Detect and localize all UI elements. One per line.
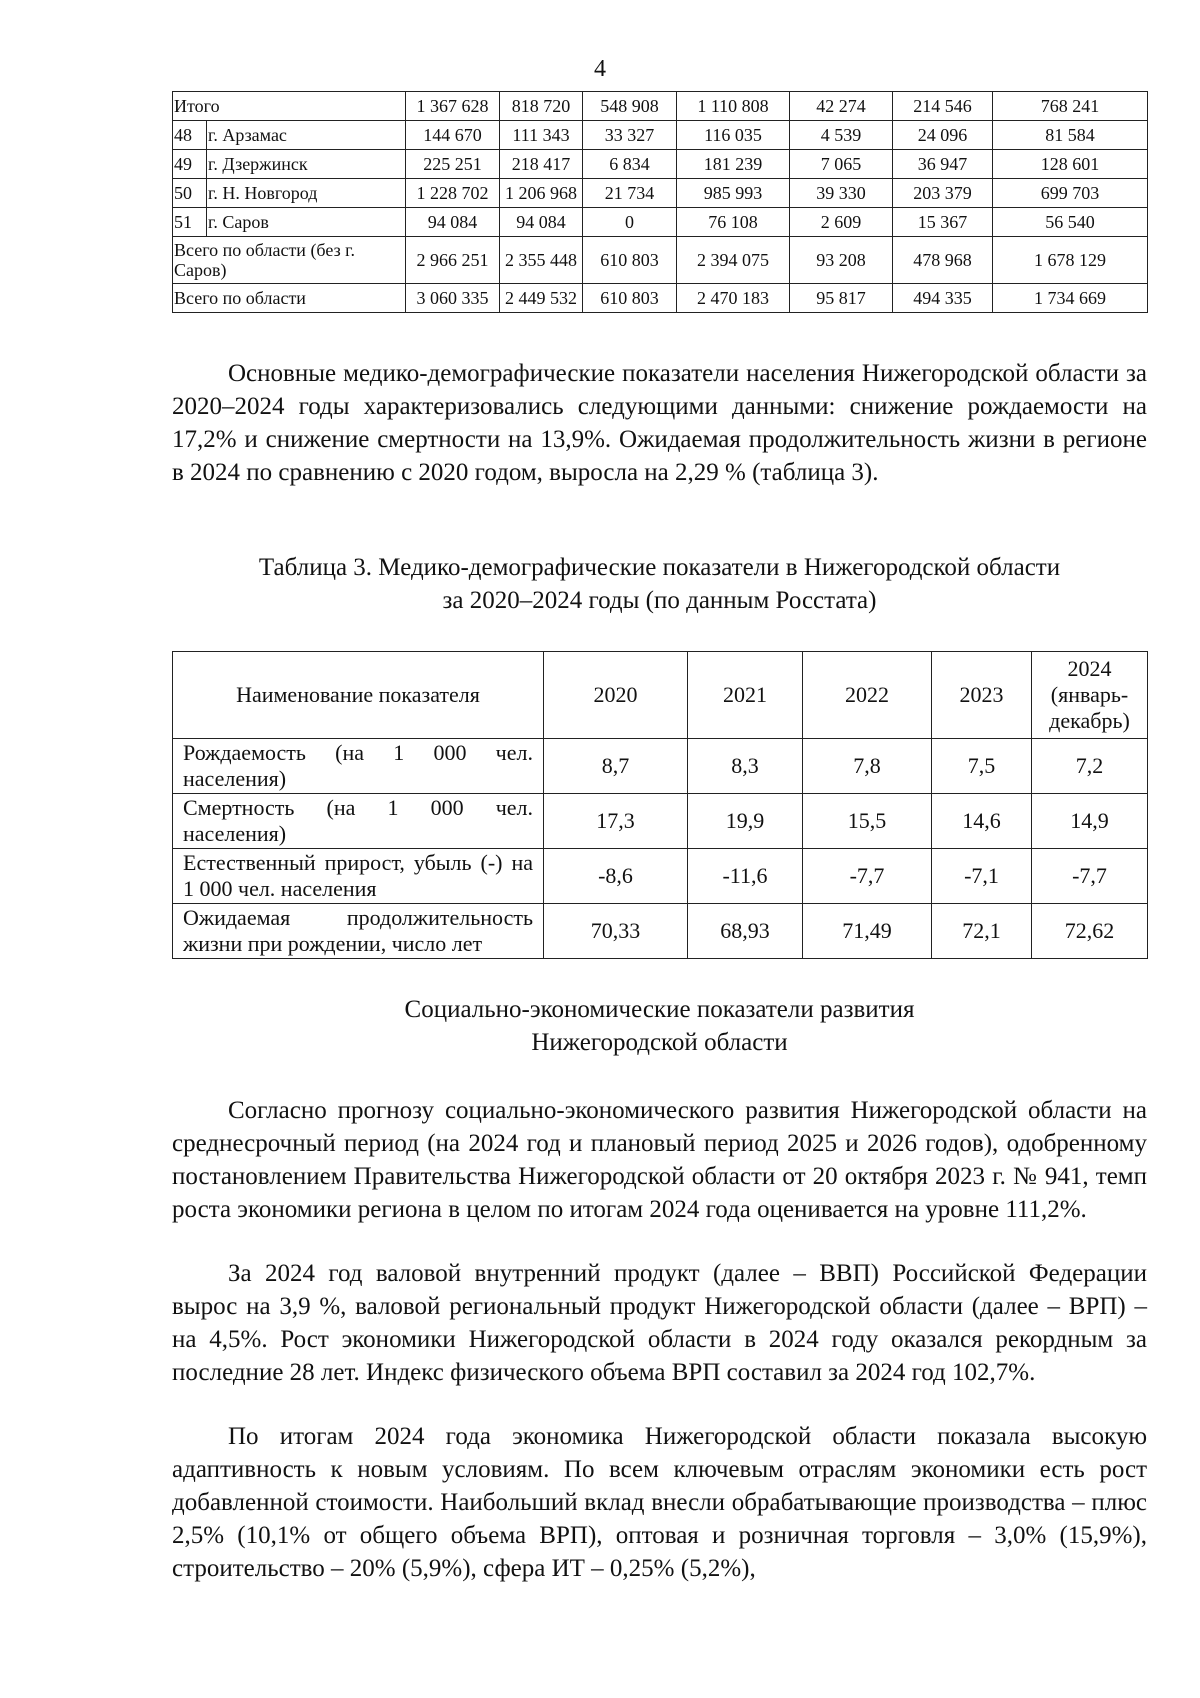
table3-cell: -7,1: [932, 849, 1032, 904]
table2-row: [173, 150, 1148, 179]
table3-cell: -8,6: [544, 849, 688, 904]
forecast-paragraph: Согласно прогнозу социально-экономического развития Нижегородской области на среднесрочный период (на 2024 год и плановый период 2025 и 2026 годов), одобренному постановлением Правительства Нижегородской области от 20 октября 2023 г. № 941, темп роста экономики региона в целом по итогам 2024 года оценивается на уровне 111,2%.: [172, 1097, 1147, 1223]
table3-header-2024: [1032, 652, 1148, 739]
table2-cell: 95 817: [790, 284, 893, 313]
table2-cell: 610 803: [583, 284, 677, 313]
table3-indicator-name: Естественный прирост, убыль (-) на 1 000 чел. населения: [173, 849, 544, 904]
table3-cell: 15,5: [803, 794, 932, 849]
table3-cell: 14,9: [1032, 794, 1148, 849]
table3-row: [173, 739, 1148, 794]
table3-cell: 7,5: [932, 739, 1032, 794]
table2-cell: 94 084: [406, 208, 500, 237]
table2-cell: 181 239: [677, 150, 790, 179]
table3-cell: 71,49: [803, 904, 932, 959]
table2-cell: 1 678 129: [993, 237, 1148, 284]
table3-cell: -7,7: [803, 849, 932, 904]
table3-header-2024-period-start: (январь-: [1050, 682, 1129, 707]
table2-row-number: 50: [173, 179, 207, 208]
table2-cell: 15 367: [893, 208, 993, 237]
table3-cell: 19,9: [688, 794, 803, 849]
table3-indicator-name: Смертность (на 1 000 чел. населения): [173, 794, 544, 849]
table2-cell: 21 734: [583, 179, 677, 208]
table2-cell: 93 208: [790, 237, 893, 284]
table3-cell: -11,6: [688, 849, 803, 904]
table2-row-name: г. Дзержинск: [207, 150, 406, 179]
table2-cell: 494 335: [893, 284, 993, 313]
table3-header-name: Наименование показателя: [173, 652, 544, 739]
table3-header-2020: 2020: [544, 652, 688, 739]
table3-header-row: [173, 652, 1148, 739]
table2-cell: 985 993: [677, 179, 790, 208]
table3-header-2023: 2023: [932, 652, 1032, 739]
table2-cell: 76 108: [677, 208, 790, 237]
table2-cell: 214 546: [893, 92, 993, 121]
table3-cell: 70,33: [544, 904, 688, 959]
table2-row-number: 51: [173, 208, 207, 237]
table3-caption-line1: Таблица 3. Медико-демографические показатели в Нижегородской области: [258, 554, 1061, 581]
table2-cell: 128 601: [993, 150, 1148, 179]
table2-cell: 56 540: [993, 208, 1148, 237]
demographic-summary-paragraph: Основные медико-демографические показатели населения Нижегородской области за 2020–2024 годы характеризовались следующими данными: снижение рождаемости на 17,2% и снижение смертности на 13,9%. Ожидаемая продолжительность жизни в регионе в 2024 по сравнению с 2020 годом, выросла на 2,29 % (таблица 3).: [172, 360, 1147, 486]
table2-cell: 548 908: [583, 92, 677, 121]
table2-cell: 81 584: [993, 121, 1148, 150]
table2-row: [173, 92, 1148, 121]
table2-cell: 1 228 702: [406, 179, 500, 208]
table2-cell: 24 096: [893, 121, 993, 150]
table3-row: [173, 904, 1148, 959]
demographic-indicators-table: [172, 651, 1148, 959]
table3-cell: 7,2: [1032, 739, 1148, 794]
table3-header-2024-year: 2024: [1067, 656, 1112, 681]
table2-cell: 6 834: [583, 150, 677, 179]
municipal-data-table: [172, 91, 1148, 313]
table3-header-2022: 2022: [803, 652, 932, 739]
table2-cell: 1 206 968: [500, 179, 583, 208]
table3-cell: 8,7: [544, 739, 688, 794]
gdp-growth-paragraph: За 2024 год валовой внутренний продукт (далее – ВВП) Российской Федерации вырос на 3,9 %, валовой региональный продукт Нижегородской области (далее – ВРП) – на 4,5%. Рост экономики Нижегородской области в 2024 году оказался рекордным за последние 28 лет. Индекс физического объема ВРП составил за 2024 год 102,7%.: [172, 1260, 1147, 1386]
table3-row: [173, 849, 1148, 904]
table2-cell: 2 449 532: [500, 284, 583, 313]
table2-row: [173, 179, 1148, 208]
table3-cell: -7,7: [1032, 849, 1148, 904]
table3-header-2021: 2021: [688, 652, 803, 739]
table2-row-name: Всего по области: [173, 284, 406, 313]
table2-cell: 111 343: [500, 121, 583, 150]
page-number: 4: [594, 56, 606, 82]
table2-cell: 2 394 075: [677, 237, 790, 284]
table2-cell: 0: [583, 208, 677, 237]
table2-cell: 478 968: [893, 237, 993, 284]
table3-cell: 68,93: [688, 904, 803, 959]
table3-caption-line2: за 2020–2024 годы (по данным Росстата): [442, 587, 877, 614]
table3-indicator-name: Ожидаемая продолжительность жизни при рождении, число лет: [173, 904, 544, 959]
table3-cell: 8,3: [688, 739, 803, 794]
table3-cell: 14,6: [932, 794, 1032, 849]
section-title-line1: Социально-экономические показатели развития: [404, 996, 915, 1023]
table3-cell: 72,1: [932, 904, 1032, 959]
table2-cell: 2 609: [790, 208, 893, 237]
table2-cell: 2 966 251: [406, 237, 500, 284]
table2-cell: 1 110 808: [677, 92, 790, 121]
table2-cell: 94 084: [500, 208, 583, 237]
table2-total-row: [173, 284, 1148, 313]
table2-cell: 1 367 628: [406, 92, 500, 121]
table2-row-number: 49: [173, 150, 207, 179]
table2-cell: 818 720: [500, 92, 583, 121]
section-title-line2: Нижегородской области: [531, 1029, 788, 1056]
table2-row-name: г. Арзамас: [207, 121, 406, 150]
table2-row-name: Всего по области (без г. Саров): [173, 237, 406, 284]
table3-header-2024-period-end: декабрь): [1049, 708, 1130, 733]
table2-cell: 116 035: [677, 121, 790, 150]
table2-row-name: г. Н. Новгород: [207, 179, 406, 208]
table2-cell: 36 947: [893, 150, 993, 179]
table2-cell: 225 251: [406, 150, 500, 179]
table3-indicator-name: Рождаемость (на 1 000 чел. населения): [173, 739, 544, 794]
table2-cell: 144 670: [406, 121, 500, 150]
table2-cell: 33 327: [583, 121, 677, 150]
table2-cell: 610 803: [583, 237, 677, 284]
table2-cell: 7 065: [790, 150, 893, 179]
table2-cell: 3 060 335: [406, 284, 500, 313]
table3-row: [173, 794, 1148, 849]
table2-cell: 2 355 448: [500, 237, 583, 284]
economy-sectors-paragraph: По итогам 2024 года экономика Нижегородской области показала высокую адаптивность к новым условиям. По всем ключевым отраслям экономики есть рост добавленной стоимости. Наибольший вклад внесли обрабатывающие производства – плюс 2,5% (10,1% от общего объема ВРП), оптовая и розничная торговля – 3,0% (15,9%), строительство – 20% (5,9%), сфера ИТ – 0,25% (5,2%),: [172, 1423, 1147, 1582]
table2-cell: 4 539: [790, 121, 893, 150]
table2-row-number: 48: [173, 121, 207, 150]
table3-cell: 17,3: [544, 794, 688, 849]
table2-cell: 42 274: [790, 92, 893, 121]
table3-cell: 7,8: [803, 739, 932, 794]
table2-cell: 1 734 669: [993, 284, 1148, 313]
table2-row: [173, 121, 1148, 150]
table2-cell: 2 470 183: [677, 284, 790, 313]
table2-total-no-sarov-row: [173, 237, 1148, 284]
table3-cell: 72,62: [1032, 904, 1148, 959]
table2-cell: 203 379: [893, 179, 993, 208]
table2-cell: 39 330: [790, 179, 893, 208]
table2-cell: 768 241: [993, 92, 1148, 121]
table2-row-name: г. Саров: [207, 208, 406, 237]
table2-row-name: Итого: [173, 92, 406, 121]
table2-cell: 218 417: [500, 150, 583, 179]
table2-row: [173, 208, 1148, 237]
table2-cell: 699 703: [993, 179, 1148, 208]
